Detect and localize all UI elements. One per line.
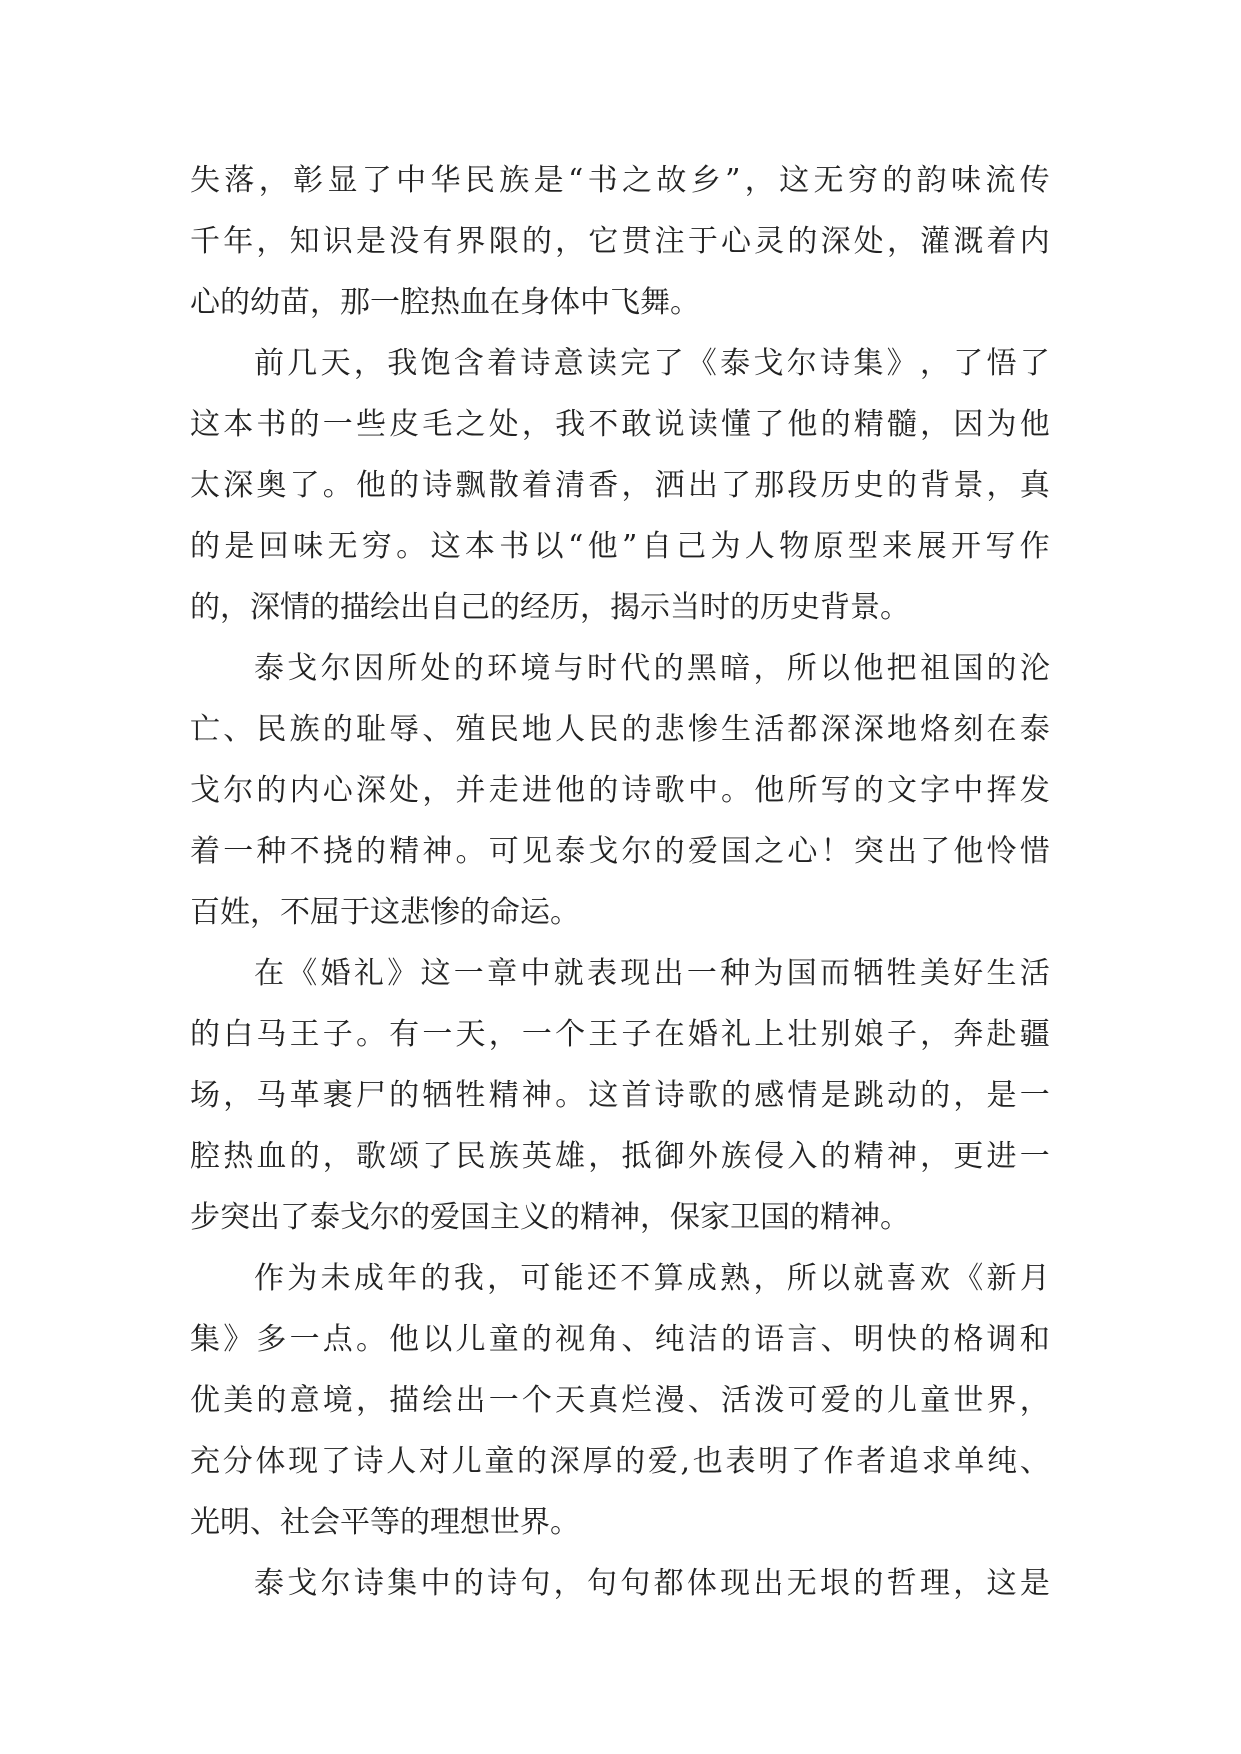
text-line: 着 一 种 不 挠 的 精 神 。 可 见 泰 戈 尔 的 爱 国 之 心 ！ 突 出 了 他 怜 惜 — [190, 834, 1050, 869]
text-line: 优 美 的 意 境 ， 描 绘 出 一 个 天 真 烂 漫 、 活 泼 可 爱 的 儿 童 世 界 ， — [190, 1383, 1050, 1418]
text-line: 失 落 ， 彰 显 了 中 华 民 族 是 “ 书 之 故 乡 ” ， 这 无 穷 的 韵 味 流 传 — [190, 163, 1050, 198]
text-line: 场 ， 马 革 裹 尸 的 牺 牲 精 神 。 这 首 诗 歌 的 感 情 是 跳 动 的 ， 是 一 — [190, 1078, 1050, 1113]
body-text — [190, 150, 1050, 1614]
text-line: 千 年 ， 知 识 是 没 有 界 限 的 ， 它 贯 注 于 心 灵 的 深 处 ， 灌 溉 着 内 — [190, 224, 1050, 259]
text-line: 集 》 多 一 点 。 他 以 儿 童 的 视 角 、 纯 洁 的 语 言 、 明 快 的 格 调 和 — [190, 1322, 1050, 1357]
text-line: 在 《 婚 礼 》 这 一 章 中 就 表 现 出 一 种 为 国 而 牺 牲 美 好 生 活 — [254, 956, 1050, 991]
text-line: 这 本 书 的 一 些 皮 毛 之 处 ， 我 不 敢 说 读 懂 了 他 的 精 髓 ， 因 为 他 — [190, 407, 1050, 442]
text-line: 亡 、 民 族 的 耻 辱 、 殖 民 地 人 民 的 悲 惨 生 活 都 深 深 地 烙 刻 在 泰 — [190, 712, 1050, 747]
text-line: 太 深 奥 了 。 他 的 诗 飘 散 着 清 香 ， 洒 出 了 那 段 历 史 的 背 景 ， 真 — [190, 468, 1050, 503]
text-line: 的 是 回 味 无 穷 。 这 本 书 以 “ 他 ” 自 己 为 人 物 原 型 来 展 开 写 作 — [190, 529, 1050, 564]
text-line: 百姓，不屈于这悲惨的命运。 — [190, 895, 580, 930]
text-line: 的 白 马 王 子 。 有 一 天 ， 一 个 王 子 在 婚 礼 上 壮 别 娘 子 ， 奔 赴 疆 — [190, 1017, 1050, 1052]
text-line: 步突出了泰戈尔的爱国主义的精神，保家卫国的精神。 — [190, 1200, 910, 1235]
text-line: 光明、社会平等的理想世界。 — [190, 1505, 580, 1540]
text-line: 泰 戈 尔 因 所 处 的 环 境 与 时 代 的 黑 暗 ， 所 以 他 把 祖 国 的 沦 — [254, 651, 1050, 686]
text-line: 前 几 天 ， 我 饱 含 着 诗 意 读 完 了 《 泰 戈 尔 诗 集 》 ， 了 悟 了 — [254, 346, 1050, 381]
text-line: 充 分 体 现 了 诗 人 对 儿 童 的 深 厚 的 爱 , 也 表 明 了 作 者 追 求 单 纯 、 — [190, 1444, 1050, 1479]
text-line: 腔 热 血 的 ， 歌 颂 了 民 族 英 雄 ， 抵 御 外 族 侵 入 的 精 神 ， 更 进 一 — [190, 1139, 1050, 1174]
text-line: 戈 尔 的 内 心 深 处 ， 并 走 进 他 的 诗 歌 中 。 他 所 写 的 文 字 中 挥 发 — [190, 773, 1050, 808]
text-line: 作 为 未 成 年 的 我 ， 可 能 还 不 算 成 熟 ， 所 以 就 喜 欢 《 新 月 — [254, 1261, 1050, 1296]
text-line: 的，深情的描绘出自己的经历，揭示当时的历史背景。 — [190, 590, 910, 625]
text-line: 泰 戈 尔 诗 集 中 的 诗 句 ， 句 句 都 体 现 出 无 垠 的 哲 理 ， 这 是 — [254, 1566, 1050, 1601]
text-line: 心的幼苗，那一腔热血在身体中飞舞。 — [190, 285, 700, 320]
